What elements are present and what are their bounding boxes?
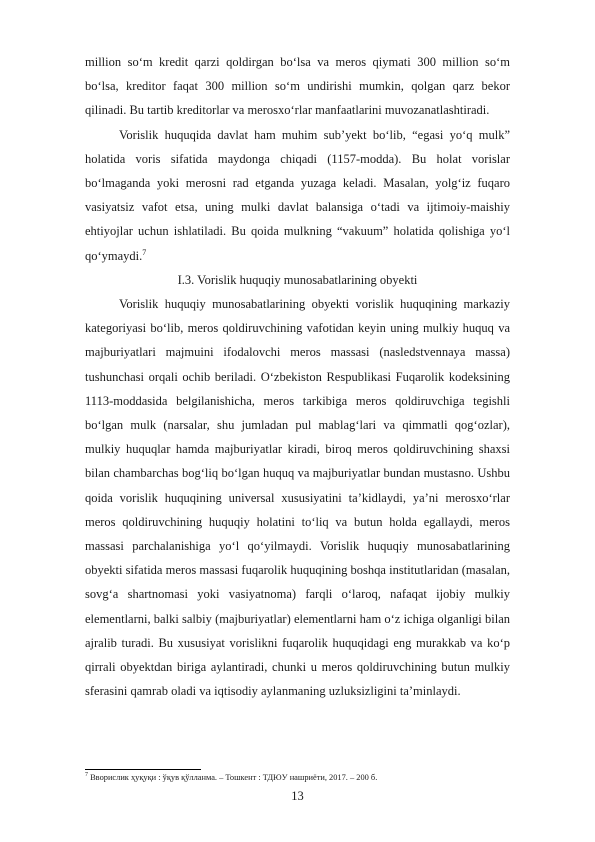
paragraph-2-text: Vorislik huquqida davlat ham muhim sub’yekt bo‘lib, “egasi yo‘q mulk” holatida voris sifatida maydonga chiqadi (1157-modda). Bu holat vorislar bo‘lmaganda yoki merosni rad etganda yuzaga keladi. Masalan, yolg‘iz fuqaro vasiyatsiz vafot etsa, uning mulki davlat balansiga o‘tadi va ijtimoiy-maishiy ehtiyojlar uchun ishlatiladi. Bu qoida mulkning “vakuum” holatida qolishiga yo‘l qo‘ymaydi.	[85, 127, 510, 263]
page-number: 13	[291, 789, 304, 803]
section-heading: I.3. Vorislik huquqiy munosabatlarining obyekti	[177, 272, 418, 287]
footnote-separator	[85, 769, 201, 770]
footnote-number: 7	[85, 772, 88, 779]
footnote-text: Вворислик ҳуқуқи : ўқув қўлланма. – Тошкент : ТДЮУ нашриёти, 2017. – 200 б.	[90, 773, 378, 782]
footnote	[85, 772, 510, 784]
document-body	[85, 50, 510, 703]
footnote-ref[interactable]: 7	[142, 247, 147, 257]
paragraph-2	[85, 123, 510, 268]
paragraph-3: Vorislik huquqiy munosabatlarining obyekti vorislik huquqining markaziy kategoriyasi bo‘lib, meros qoldiruvchining vafotidan keyin uning mulkiy huquq va majburiyatlari majmuini ifodalovchi meros massasi (nasledstvennaya massa) tushunchasi orqali ochib beriladi. O‘zbekiston Respublikasi Fuqarolik kodeksining 1113-moddasida belgilanishicha, meros tarkibiga meros qoldiruvchiga tegishli bo‘lgan mulk (narsalar, shu jumladan pul mablag‘lari va qimmatli qog‘ozlar), mulkiy huquqlar hamda majburiyatlar kiradi, biroq meros qoldiruvchining shaxsi bilan chambarchas bog‘liq bo‘lgan huquq va majburiyatlar bundan mustasno. Ushbu qoida vorislik huquqining universal xususiyatini ta’kidlaydi, ya’ni merosxo‘rlar meros qoldiruvchining huquqiy holatini to‘liq va butun holda egallaydi, meros massasi parchalanishiga yo‘l qo‘yilmaydi. Vorislik huquqiy munosabatlarining obyekti sifatida meros massasi fuqarolik huquqining boshqa institutlaridan (masalan, sovg‘a shartnomasi yoki vasiyatnoma) farqli o‘laroq, nafaqat ijobiy mulkiy elementlarni, balki salbiy (majburiyatlar) elementlarni ham o‘z ichiga olganligi bilan ajralib turadi. Bu xususiyat vorislikni fuqarolik huquqidagi eng murakkab va ko‘p qirrali obyektdan biriga aylantiradi, chunki u meros qoldiruvchining butun mulkiy sferasini qamrab oladi va iqtisodiy aylanmaning uzluksizligini ta’minlaydi.	[85, 297, 510, 699]
paragraph-1: million so‘m kredit qarzi qoldirgan bo‘lsa va meros qiymati 300 million so‘m bo‘lsa, kreditor faqat 300 million so‘m undirishi mumkin, qolgan qarz bekor qilinadi. Bu tartib kreditorlar va merosxo‘rlar manfaatlarini muvozanatlashtiradi.	[85, 55, 510, 118]
